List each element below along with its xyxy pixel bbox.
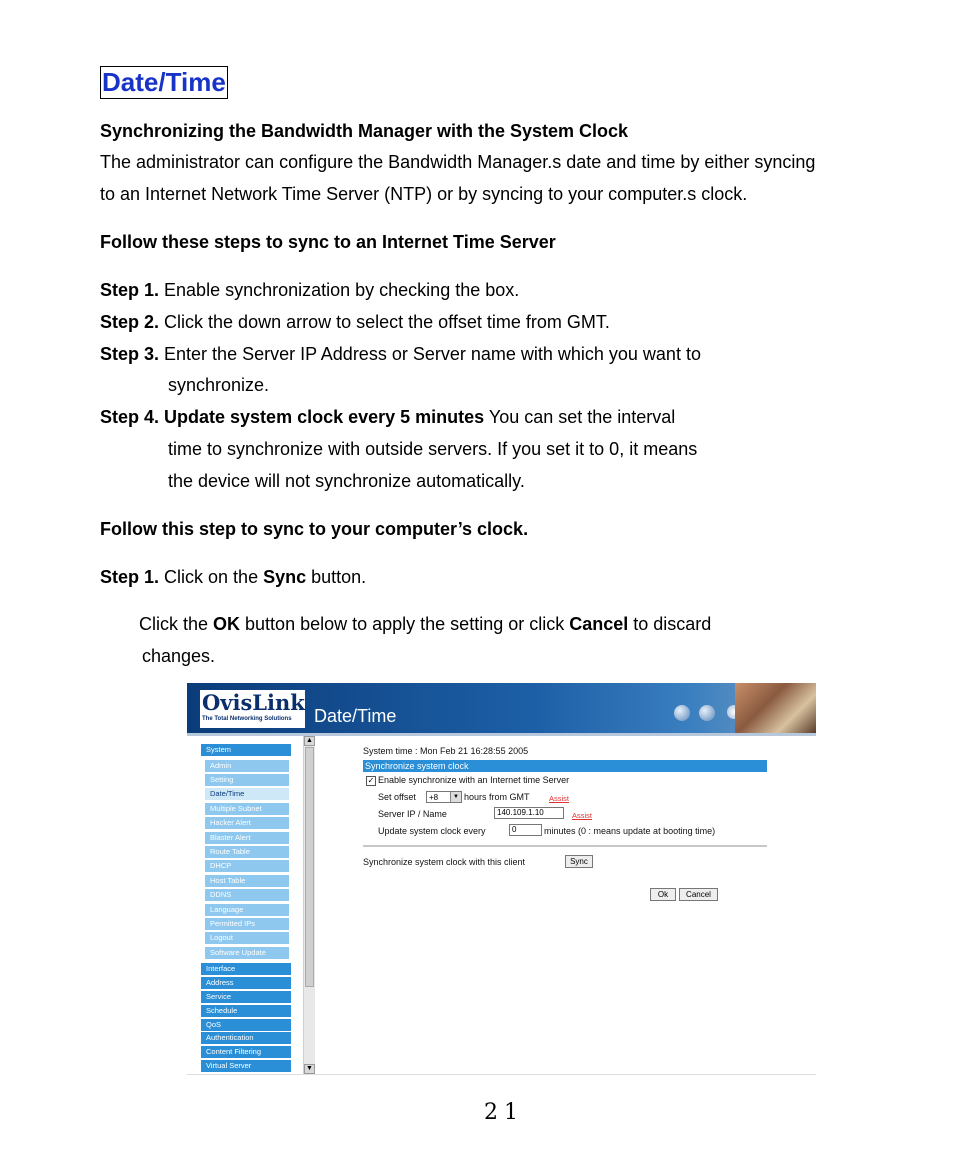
sidebar-item-qos[interactable]: QoS	[201, 1019, 291, 1031]
sync-button[interactable]: Sync	[565, 855, 593, 868]
step-3	[100, 343, 701, 365]
step-text: Click the down arrow to select the offset time from GMT.	[159, 312, 610, 332]
server-label: Server IP / Name	[378, 809, 447, 819]
sidebar-item-ddns[interactable]: DDNS	[205, 889, 289, 901]
sidebar-item-logout[interactable]: Logout	[205, 932, 289, 944]
sidebar-item-virtual-server[interactable]: Virtual Server	[201, 1060, 291, 1072]
sidebar-item-service[interactable]: Service	[201, 991, 291, 1003]
ui-header	[187, 683, 816, 733]
logo-name: OvisLink	[202, 690, 305, 715]
assist-link-server[interactable]: Assist	[572, 811, 593, 820]
step-4	[100, 406, 675, 428]
chevron-down-icon[interactable]: ▼	[450, 792, 461, 802]
assist-link-offset[interactable]: Assist	[549, 794, 570, 803]
update-label: Update system clock every	[378, 826, 486, 836]
section-divider	[363, 845, 767, 847]
step-label: Step 4. Update system clock every 5 minutes	[100, 407, 485, 427]
header-divider	[187, 733, 816, 736]
header-photo	[735, 683, 816, 733]
step-text: Enable synchronization by checking the box.	[159, 280, 520, 300]
note-ok: OK	[213, 614, 241, 634]
sidebar-item-admin[interactable]: Admin	[205, 760, 289, 772]
step-label: Step 1.	[100, 280, 160, 300]
logo-tagline: The Total Networking Solutions	[202, 716, 292, 722]
sync-step-1	[100, 566, 366, 588]
step-label: Step 1.	[100, 567, 160, 587]
note-cancel: Cancel	[569, 614, 629, 634]
sidebar-item-route-table[interactable]: Route Table	[205, 846, 289, 858]
sidebar-item-date-time[interactable]: Date/Time	[205, 788, 289, 800]
note-text: Click the	[139, 614, 214, 634]
section-heading-sync: Synchronizing the Bandwidth Manager with the System Clock	[100, 121, 629, 141]
sync-client-label: Synchronize system clock with this client	[363, 857, 526, 867]
enable-sync-label: Enable synchronize with an Internet time Server	[378, 775, 570, 785]
scroll-down-icon[interactable]: ▼	[304, 1064, 315, 1074]
sidebar-item-setting[interactable]: Setting	[205, 774, 289, 786]
globe-icon	[699, 705, 715, 721]
set-offset-label: Set offset	[378, 792, 416, 802]
sidebar-item-dhcp[interactable]: DHCP	[205, 860, 289, 872]
step-label: Step 3.	[100, 344, 160, 364]
note-text: button below to apply the setting or click	[240, 614, 570, 634]
section-heading-internet: Follow these steps to sync to an Internet Time Server	[100, 232, 556, 252]
sidebar-item-software-update[interactable]: Software Update	[205, 947, 289, 959]
step-text: button.	[306, 567, 367, 587]
router-ui-screenshot	[187, 683, 816, 1075]
sidebar-item-multiple-subnet[interactable]: Multiple Subnet	[205, 803, 289, 815]
apply-note-line-2: changes.	[142, 646, 216, 666]
step-1	[100, 279, 519, 301]
page-number: 21	[484, 1100, 524, 1125]
scroll-up-icon[interactable]: ▲	[304, 736, 315, 746]
sidebar-item-host-table[interactable]: Host Table	[205, 875, 289, 887]
offset-value: +8	[429, 793, 439, 802]
apply-note	[139, 613, 711, 635]
cancel-button[interactable]: Cancel	[679, 888, 718, 901]
step-4-continued: time to synchronize with outside servers. If you set it to 0, it means	[168, 439, 698, 459]
system-time: System time : Mon Feb 21 16:28:55 2005	[363, 746, 529, 756]
section-bar: Synchronize system clock	[363, 760, 767, 772]
minutes-label: minutes (0 : means update at booting time)	[544, 826, 716, 836]
update-interval-input[interactable]: 0	[509, 824, 542, 836]
step-text: Click on the	[159, 567, 264, 587]
sidebar-item-authentication[interactable]: Authentication	[201, 1032, 291, 1044]
sidebar-item-blaster-alert[interactable]: Blaster Alert	[205, 832, 289, 844]
step-4-continued-2: the device will not synchronize automatically.	[168, 471, 525, 491]
step-label: Step 2.	[100, 312, 160, 332]
hours-label: hours from GMT	[464, 792, 530, 802]
step-3-continued: synchronize.	[168, 375, 270, 395]
sidebar-item-language[interactable]: Language	[205, 904, 289, 916]
page-title: Date/Time	[102, 67, 226, 97]
intro-line-1: The administrator can configure the Bandwidth Manager.s date and time by either syncing	[100, 152, 816, 172]
offset-select[interactable]	[426, 791, 462, 803]
sidebar-item-interface[interactable]: Interface	[201, 963, 291, 975]
intro-line-2: to an Internet Network Time Server (NTP) or by syncing to your computer.s clock.	[100, 184, 748, 204]
sidebar-item-content-filtering[interactable]: Content Filtering	[201, 1046, 291, 1058]
sidebar-item-hacker-alert[interactable]: Hacker Alert	[205, 817, 289, 829]
ovislink-logo	[200, 690, 305, 728]
enable-sync-checkbox[interactable]: ✓	[367, 776, 375, 785]
ui-header-title: Date/Time	[314, 706, 397, 726]
step-text: Enter the Server IP Address or Server name with which you want to	[159, 344, 701, 364]
globe-icon	[674, 705, 690, 721]
step-text: You can set the interval	[484, 407, 676, 427]
sidebar-item-system[interactable]: System	[201, 744, 291, 756]
sidebar-scrollbar[interactable]	[303, 736, 315, 1074]
sidebar-item-schedule[interactable]: Schedule	[201, 1005, 291, 1017]
note-text: to discard	[628, 614, 712, 634]
scroll-thumb[interactable]	[305, 747, 314, 987]
section-heading-computer: Follow this step to sync to your computer’s clock.	[100, 519, 529, 539]
sidebar-item-permitted-ips[interactable]: Permitted IPs	[205, 918, 289, 930]
server-input[interactable]: 140.109.1.10	[494, 807, 564, 819]
sync-word: Sync	[263, 567, 307, 587]
sidebar-item-address[interactable]: Address	[201, 977, 291, 989]
step-2	[100, 311, 610, 333]
ok-button[interactable]: Ok	[650, 888, 676, 901]
